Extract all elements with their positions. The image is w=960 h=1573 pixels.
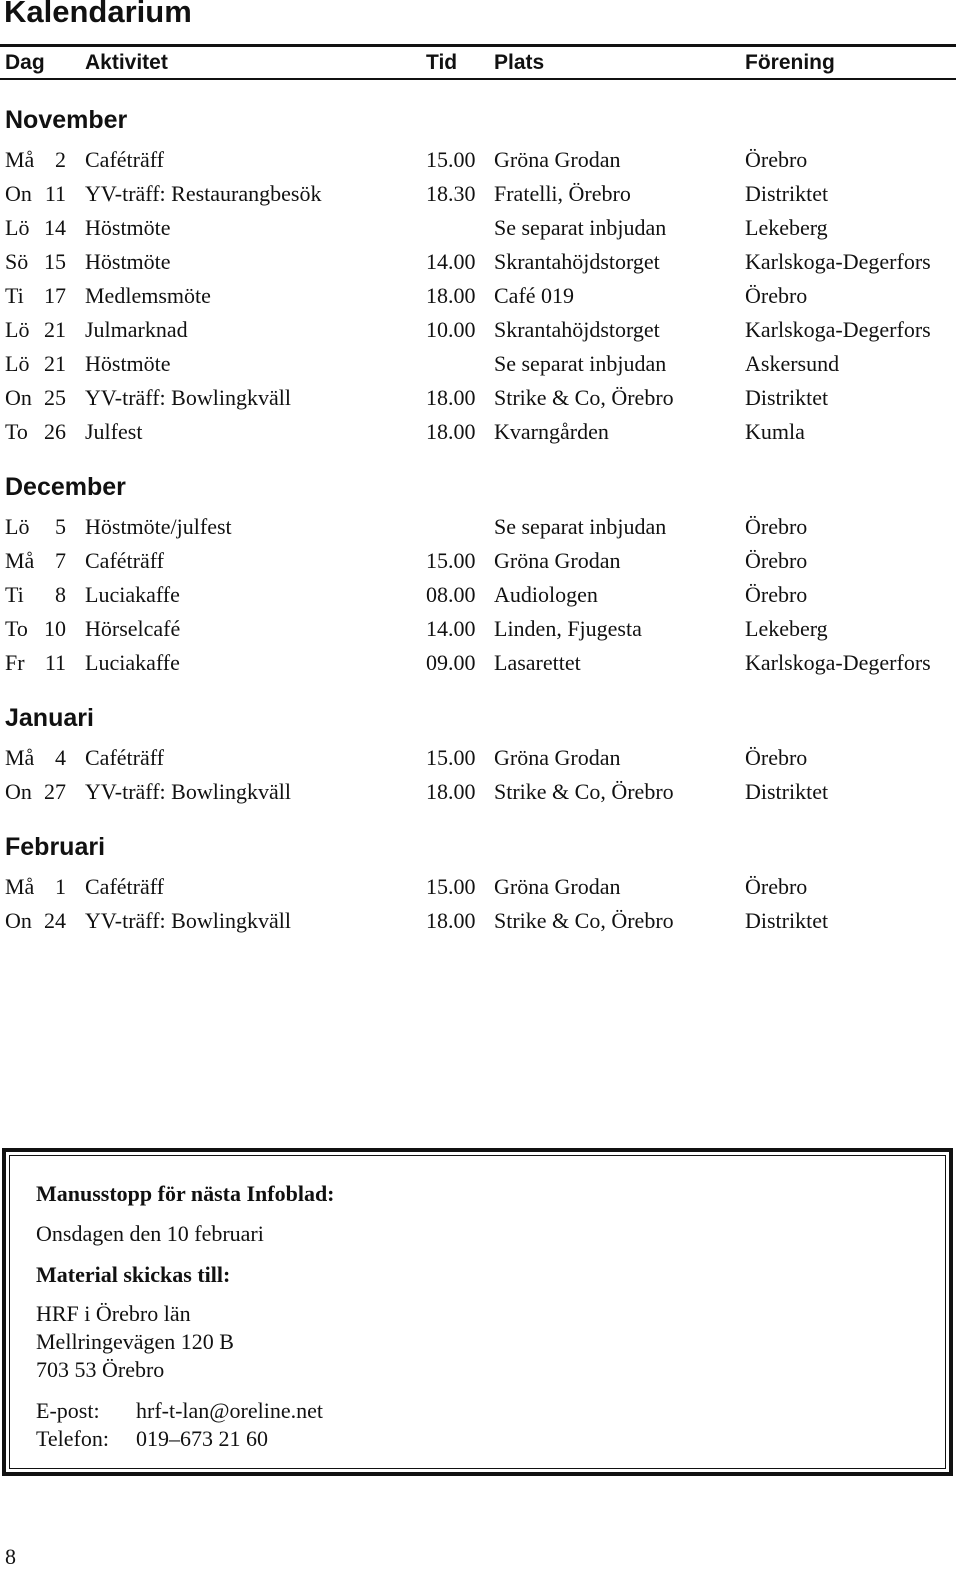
time-cell: 15.00 [426, 745, 476, 770]
place-cell: Fratelli, Örebro [494, 181, 631, 206]
activity-cell: Höstmöte/julfest [85, 514, 232, 539]
day-cell: On [5, 181, 32, 206]
place-cell: Skrantahöjdstorget [494, 317, 660, 342]
time-cell: 18.00 [426, 385, 476, 410]
date-cell: 25 [44, 385, 66, 410]
date-cell: 21 [44, 351, 66, 376]
activity-cell: YV-träff: Restaurangbesök [85, 181, 322, 206]
activity-cell: Julfest [85, 419, 143, 444]
date-cell: 27 [44, 779, 66, 804]
column-header-time: Tid [426, 51, 458, 74]
place-cell: Lasarettet [494, 650, 581, 675]
month-heading-december: December [5, 473, 126, 501]
day-cell: Fr [5, 650, 25, 675]
day-cell: To [5, 616, 28, 641]
time-cell: 18.00 [426, 908, 476, 933]
time-cell: 10.00 [426, 317, 476, 342]
send-heading: Material skickas till: [36, 1262, 231, 1287]
date-cell: 15 [44, 249, 66, 274]
date-cell: 8 [55, 582, 66, 607]
org-cell: Distriktet [745, 908, 829, 933]
email-link[interactable]: hrf-t-lan@oreline.net [136, 1398, 324, 1423]
calendar-row [0, 279, 960, 313]
calendar-row [0, 211, 960, 245]
date-cell: 2 [55, 147, 66, 172]
date-cell: 26 [44, 419, 66, 444]
place-cell: Se separat inbjudan [494, 514, 667, 539]
day-cell: Lö [5, 215, 30, 240]
calendar-row [0, 381, 960, 415]
day-cell: To [5, 419, 28, 444]
activity-cell: Höstmöte [85, 351, 171, 376]
day-cell: On [5, 908, 32, 933]
phone-number: 019–673 21 60 [136, 1426, 268, 1451]
time-cell: 09.00 [426, 650, 476, 675]
activity-cell: Luciakaffe [85, 650, 180, 675]
place-cell: Gröna Grodan [494, 874, 621, 899]
place-cell: Kvarngården [494, 419, 609, 444]
date-cell: 11 [44, 181, 66, 206]
activity-cell: Julmarknad [85, 317, 188, 342]
page-title: Kalendarium [4, 0, 192, 29]
month-heading-februari: Februari [5, 833, 106, 861]
calendar-row [0, 347, 960, 381]
activity-cell: YV-träff: Bowlingkväll [85, 908, 291, 933]
time-cell: 18.00 [426, 283, 476, 308]
place-cell: Gröna Grodan [494, 548, 621, 573]
calendar-row [0, 870, 960, 904]
column-header-activity: Aktivitet [85, 51, 168, 74]
date-cell: 17 [44, 283, 66, 308]
place-cell: Gröna Grodan [494, 147, 621, 172]
activity-cell: Caféträff [85, 874, 164, 899]
org-cell: Karlskoga-Degerfors [745, 317, 931, 342]
calendar-row [0, 904, 960, 938]
month-heading-november: November [5, 106, 128, 134]
address-line: Mellringevägen 120 B [36, 1329, 234, 1354]
org-cell: Lekeberg [745, 616, 828, 641]
calendar-row [0, 741, 960, 775]
phone-line [36, 1424, 268, 1454]
calendar-row [0, 775, 960, 809]
column-header-place: Plats [494, 51, 545, 74]
date-cell: 1 [55, 874, 66, 899]
activity-cell: YV-träff: Bowlingkväll [85, 385, 291, 410]
deadline-heading: Manusstopp för nästa Infoblad: [36, 1181, 335, 1206]
time-cell: 08.00 [426, 582, 476, 607]
time-cell: 18.00 [426, 779, 476, 804]
page-number: 8 [5, 1544, 16, 1569]
place-cell: Café 019 [494, 283, 575, 308]
org-cell: Kumla [745, 419, 805, 444]
time-cell: 18.30 [426, 181, 476, 206]
deadline-date: Onsdagen den 10 februari [36, 1221, 264, 1246]
place-cell: Se separat inbjudan [494, 351, 667, 376]
day-cell: On [5, 385, 32, 410]
month-heading-januari: Januari [5, 704, 94, 732]
org-cell: Örebro [745, 514, 808, 539]
activity-cell: Höstmöte [85, 215, 171, 240]
day-cell: Må [5, 147, 35, 172]
org-cell: Askersund [745, 351, 840, 376]
day-cell: Ti [5, 283, 24, 308]
activity-cell: Caféträff [85, 745, 164, 770]
date-cell: 4 [55, 745, 66, 770]
activity-cell: Hörselcafé [85, 616, 181, 641]
header-rule-bottom [0, 78, 956, 80]
day-cell: Lö [5, 351, 30, 376]
place-cell: Strike & Co, Örebro [494, 779, 674, 804]
calendar-row [0, 578, 960, 612]
day-cell: Må [5, 745, 35, 770]
day-cell: Lö [5, 317, 30, 342]
activity-cell: Höstmöte [85, 249, 171, 274]
org-cell: Lekeberg [745, 215, 828, 240]
org-cell: Distriktet [745, 779, 829, 804]
date-cell: 14 [44, 215, 66, 240]
email-label: E-post: [36, 1398, 100, 1423]
info-box [2, 1148, 953, 1476]
phone-label: Telefon: [36, 1426, 109, 1451]
calendar-row [0, 544, 960, 578]
date-cell: 24 [44, 908, 66, 933]
place-cell: Audiologen [494, 582, 598, 607]
calendar-row [0, 143, 960, 177]
day-cell: Ti [5, 582, 24, 607]
day-cell: Sö [5, 249, 29, 274]
day-cell: On [5, 779, 32, 804]
activity-cell: Luciakaffe [85, 582, 180, 607]
calendar-row [0, 510, 960, 544]
org-cell: Örebro [745, 745, 808, 770]
address-line: HRF i Örebro län [36, 1301, 191, 1326]
time-cell: 14.00 [426, 616, 476, 641]
calendar-row [0, 313, 960, 347]
activity-cell: Caféträff [85, 548, 164, 573]
calendar-row [0, 245, 960, 279]
calendar-row [0, 646, 960, 680]
activity-cell: YV-träff: Bowlingkväll [85, 779, 291, 804]
date-cell: 21 [44, 317, 66, 342]
date-cell: 5 [55, 514, 66, 539]
place-cell: Linden, Fjugesta [494, 616, 642, 641]
org-cell: Distriktet [745, 181, 829, 206]
day-cell: Må [5, 874, 35, 899]
place-cell: Skrantahöjdstorget [494, 249, 660, 274]
day-cell: Må [5, 548, 35, 573]
time-cell: 18.00 [426, 419, 476, 444]
calendar-row [0, 177, 960, 211]
org-cell: Distriktet [745, 385, 829, 410]
place-cell: Gröna Grodan [494, 745, 621, 770]
place-cell: Se separat inbjudan [494, 215, 667, 240]
date-cell: 10 [44, 616, 66, 641]
org-cell: Örebro [745, 147, 808, 172]
day-cell: Lö [5, 514, 30, 539]
place-cell: Strike & Co, Örebro [494, 908, 674, 933]
org-cell: Karlskoga-Degerfors [745, 650, 931, 675]
calendar-row [0, 612, 960, 646]
org-cell: Örebro [745, 874, 808, 899]
address-line: 703 53 Örebro [36, 1357, 165, 1382]
time-cell: 15.00 [426, 874, 476, 899]
date-cell: 11 [44, 650, 66, 675]
time-cell: 14.00 [426, 249, 476, 274]
place-cell: Strike & Co, Örebro [494, 385, 674, 410]
org-cell: Karlskoga-Degerfors [745, 249, 931, 274]
column-header-day: Dag [5, 51, 45, 74]
email-line [36, 1396, 323, 1426]
activity-cell: Medlemsmöte [85, 283, 211, 308]
org-cell: Örebro [745, 283, 808, 308]
column-header-org: Förening [745, 51, 835, 74]
org-cell: Örebro [745, 582, 808, 607]
time-cell: 15.00 [426, 548, 476, 573]
time-cell: 15.00 [426, 147, 476, 172]
activity-cell: Caféträff [85, 147, 164, 172]
header-rule-top [0, 44, 956, 47]
org-cell: Örebro [745, 548, 808, 573]
calendar-row [0, 415, 960, 449]
date-cell: 7 [55, 548, 66, 573]
